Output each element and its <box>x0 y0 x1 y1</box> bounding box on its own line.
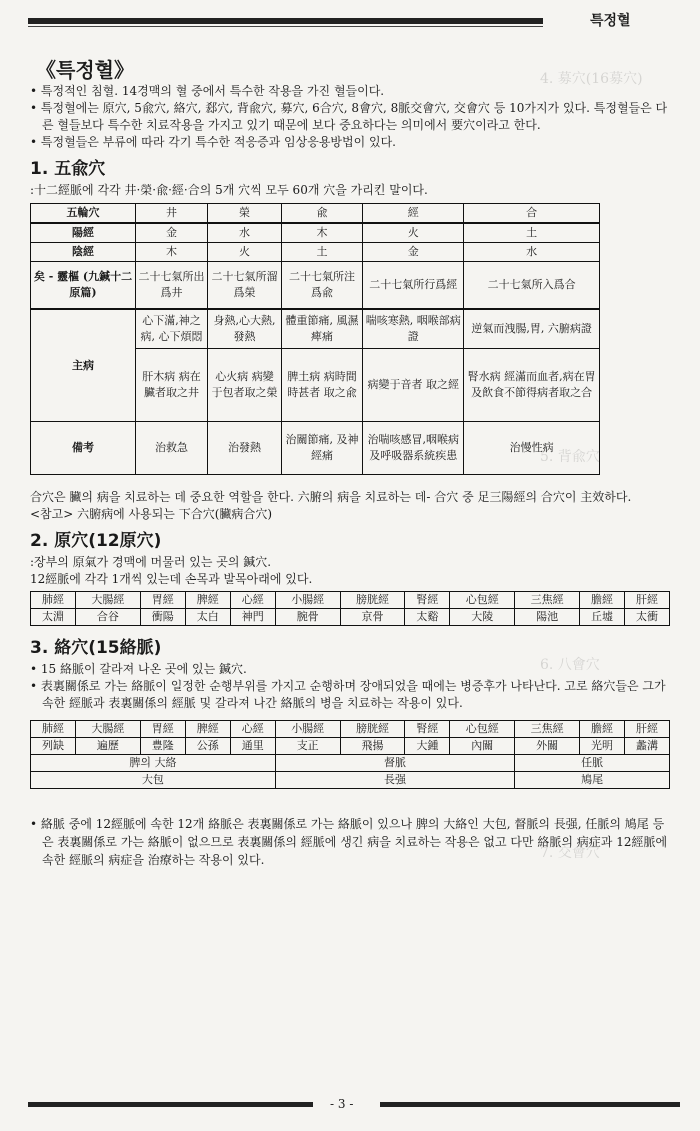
table-cell: 井 <box>136 204 208 224</box>
table-cell: 肝經 <box>624 592 669 609</box>
table-cell: 陽池 <box>515 609 580 626</box>
table-cell: 豊隆 <box>140 738 185 755</box>
table-cell: 二十七氣所注爲兪 <box>281 262 362 310</box>
table-cell: 三焦經 <box>515 592 580 609</box>
table-cell: 水 <box>464 243 600 262</box>
intro-bullet-1: • 특정적인 침혈. 14경맥의 혈 중에서 특수한 작용을 가진 혈들이다. <box>30 83 670 100</box>
table-row <box>31 422 600 475</box>
table-row <box>31 755 670 772</box>
table-cell: 列缺 <box>31 738 76 755</box>
table-row <box>31 738 670 755</box>
table-cell: 火 <box>363 223 464 243</box>
table-cell: 木 <box>136 243 208 262</box>
row-header: 陽經 <box>31 223 136 243</box>
table-cell: 蠡溝 <box>624 738 669 755</box>
table-cell: 二十七氣所溜爲榮 <box>207 262 281 310</box>
table-row <box>31 592 670 609</box>
five-shu-description: :十二經脈에 각각 井·榮·兪·經·合의 5개 穴씩 모두 60개 穴을 가리킨 말이다. <box>30 183 428 197</box>
section-heading-luo: 3. 絡穴(15絡脈) <box>30 638 162 658</box>
table-cell: 太淵 <box>31 609 76 626</box>
table-row <box>31 223 600 243</box>
table-cell: 腎經 <box>405 721 450 738</box>
table-cell: 心包經 <box>450 592 515 609</box>
row-header: 矣 - 靈樞 (九鍼十二原篇) <box>31 262 136 310</box>
row-header: 陰經 <box>31 243 136 262</box>
table-cell: 太白 <box>185 609 230 626</box>
table-cell: 心包經 <box>450 721 515 738</box>
five-shu-note: 合穴은 臟의 病을 치료하는 데 중요한 역할을 한다. 六腑의 病을 치료하는 데- 合穴 중 足三陽經의 合穴이 主效하다. <box>30 490 632 504</box>
table-cell: 大包 <box>31 772 276 789</box>
table-cell: 火 <box>207 243 281 262</box>
page-content <box>30 58 670 869</box>
table-cell: 心下滿,神之病, 心下煩悶 <box>136 309 208 349</box>
table-cell: 喘咳寒熱, 咽喉部病證 <box>363 309 464 349</box>
table-cell: 胃經 <box>140 592 185 609</box>
table-cell: 公孫 <box>185 738 230 755</box>
table-cell: 光明 <box>579 738 624 755</box>
table-cell: 肝木病 病在臟者取之井 <box>136 349 208 422</box>
table-cell: 脾經 <box>185 592 230 609</box>
table-cell: 體重節痛, 風濕痺痛 <box>281 309 362 349</box>
table-row <box>31 243 600 262</box>
table-cell: 腕骨 <box>275 609 340 626</box>
table-cell: 治救急 <box>136 422 208 475</box>
table-cell: 小腸經 <box>275 721 340 738</box>
table-cell: 丘墟 <box>579 609 624 626</box>
table-cell: 榮 <box>207 204 281 224</box>
table-cell: 脾土病 病時間時甚者 取之兪 <box>281 349 362 422</box>
table-cell: 金 <box>363 243 464 262</box>
table-cell: 內關 <box>450 738 515 755</box>
table-cell: 神門 <box>230 609 275 626</box>
table-cell: 土 <box>464 223 600 243</box>
table-cell: 督脈 <box>275 755 514 772</box>
footer-rule-left <box>28 1102 313 1107</box>
table-cell: 肺經 <box>31 721 76 738</box>
table-cell: 逆氣而洩腸,胃, 六腑病證 <box>464 309 600 349</box>
page-title: 《특정혈》 <box>36 58 134 82</box>
table-cell: 飛揚 <box>340 738 405 755</box>
table-cell: 病變于音者 取之經 <box>363 349 464 422</box>
row-header: 主病 <box>31 309 136 422</box>
table-cell: 長强 <box>275 772 514 789</box>
table-cell: 治關節痛, 及神經痛 <box>281 422 362 475</box>
table-cell: 二十七氣所行爲經 <box>363 262 464 310</box>
table-row <box>31 721 670 738</box>
table-cell: 二十七氣所入爲合 <box>464 262 600 310</box>
table-cell: 合 <box>464 204 600 224</box>
header-rule-thin <box>28 26 543 27</box>
table-cell: 大陵 <box>450 609 515 626</box>
luo-bullet-1: • 15 絡脈이 갈라져 나온 곳에 있는 鍼穴. <box>30 661 670 678</box>
table-cell: 任脈 <box>515 755 670 772</box>
table-cell: 大鍾 <box>405 738 450 755</box>
footer-rule-right <box>380 1102 680 1107</box>
table-cell: 胃經 <box>140 721 185 738</box>
yuan-description-2: 12經脈에 각각 1개씩 있는데 손목과 발목아래에 있다. <box>30 572 313 586</box>
table-cell: 治慢性病 <box>464 422 600 475</box>
table-cell: 肝經 <box>624 721 669 738</box>
table-cell: 心經 <box>230 721 275 738</box>
table-cell: 治喘咳感冒,咽喉病及呼吸器系統疾患 <box>363 422 464 475</box>
table-cell: 太谿 <box>405 609 450 626</box>
table-cell: 兪 <box>281 204 362 224</box>
table-cell: 木 <box>281 223 362 243</box>
table-row <box>31 609 670 626</box>
table-cell: 大腸經 <box>76 592 141 609</box>
header-label: 특정혈 <box>590 13 631 29</box>
yuan-description-1: :장부의 原氣가 경맥에 머물러 있는 곳의 鍼穴. <box>30 555 272 569</box>
bleed-through-text: 4. 募穴(16募穴) 5. 背兪穴 6. 八會穴 7. 交會穴 <box>540 71 643 861</box>
table-cell: 經 <box>363 204 464 224</box>
table-cell: 膽經 <box>579 721 624 738</box>
table-cell: 肺經 <box>31 592 76 609</box>
table-cell: 鳩尾 <box>515 772 670 789</box>
table-cell: 水 <box>207 223 281 243</box>
table-cell: 土 <box>281 243 362 262</box>
row-header: 五輪穴 <box>31 204 136 224</box>
header-rule <box>28 18 543 24</box>
table-cell: 心經 <box>230 592 275 609</box>
table-cell: 合谷 <box>76 609 141 626</box>
section-heading-yuan: 2. 原穴(12原穴) <box>30 531 162 551</box>
table-cell: 外關 <box>515 738 580 755</box>
table-cell: 腎水病 經滿而血者,病在胃及飮食不節得病者取之合 <box>464 349 600 422</box>
page-number: - 3 - <box>330 1097 354 1111</box>
table-row <box>31 772 670 789</box>
table-row <box>31 262 600 310</box>
table-cell: 遍歷 <box>76 738 141 755</box>
table-cell: 太衝 <box>624 609 669 626</box>
table-cell: 二十七氣所出爲井 <box>136 262 208 310</box>
luo-bullet-2: • 表裏關係로 가는 絡脈이 일정한 순행부위를 가지고 순행하며 장애되었을 때에는 병증후가 나타난다. 고로 絡穴들은 그가 속한 經脈과 表裏關係의 經脈 및 갈라져 나간 絡脈의 병을 치료하는 작용이 있다. <box>30 678 670 712</box>
table-cell: 大腸經 <box>76 721 141 738</box>
row-header: 備考 <box>31 422 136 475</box>
table-cell: 衝陽 <box>140 609 185 626</box>
table-cell: 三焦經 <box>515 721 580 738</box>
table-cell: 脾經 <box>185 721 230 738</box>
intro-bullet-2: • 특정혈에는 原穴, 5兪穴, 絡穴, 郄穴, 背兪穴, 募穴, 6合穴, 8會穴, 8脈交會穴, 交會穴 등 10가지가 있다. 특정혈들은 다른 혈들보다 특수한 치료작용을 가지고 있기 때문에 보다 중요하다는 의미에서 要穴이라고 한다. <box>30 100 670 134</box>
table-cell: 支正 <box>275 738 340 755</box>
luo-note: • 絡脈 중에 12經脈에 속한 12개 絡脈은 表裏關係로 가는 絡脈이 있으나 脾의 大絡인 大包, 督脈의 長强, 任脈의 鳩尾 등은 表裏關係로 가는 絡脈이 없으므로 表裏關係의 經脈에 생긴 病을 치료하는 작용은 없고 다만 絡脈의 病症과 12經脈에 속한 經脈의 病症을 治療하는 작용이 있다. <box>30 815 670 869</box>
table-row <box>31 204 600 224</box>
table-cell: 通里 <box>230 738 275 755</box>
reference-note: <참고> 六腑病에 사용되는 下合穴(臟病合穴) <box>30 507 273 521</box>
table-cell: 膀胱經 <box>340 592 405 609</box>
luo-table <box>30 720 670 789</box>
table-cell: 心火病 病變于包者取之榮 <box>207 349 281 422</box>
section-heading-five-shu: 1. 五兪穴 <box>30 159 106 179</box>
table-cell: 膽經 <box>579 592 624 609</box>
table-cell: 膀胱經 <box>340 721 405 738</box>
table-cell: 腎經 <box>405 592 450 609</box>
table-cell: 小腸經 <box>275 592 340 609</box>
intro-bullet-3: • 특정혈들은 부류에 따라 각기 특수한 적응증과 임상응용방법이 있다. <box>30 134 670 151</box>
yuan-table <box>30 591 670 626</box>
table-cell: 治發熱 <box>207 422 281 475</box>
table-row <box>31 309 600 349</box>
table-cell: 金 <box>136 223 208 243</box>
table-cell: 脾의 大絡 <box>31 755 276 772</box>
table-cell: 身熱,心大熱, 發熱 <box>207 309 281 349</box>
table-cell: 京骨 <box>340 609 405 626</box>
five-shu-table <box>30 203 600 475</box>
